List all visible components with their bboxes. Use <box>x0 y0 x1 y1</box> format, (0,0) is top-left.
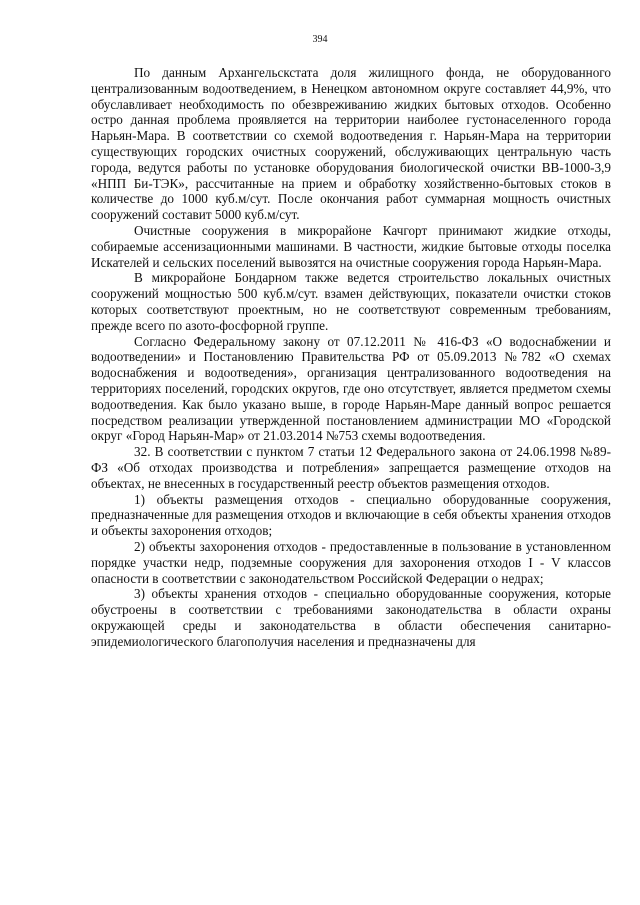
paragraph-item-32: 32. В соответствии с пунктом 7 статьи 12 Федерального закона от 24.06.1998 №89-ФЗ «Об отходах производства и потребления» запрещается размещение отходов на объектах, не внесенных в государственный реестр объектов размещения отходов. <box>91 444 611 491</box>
paragraph-definition-3: 3) объекты хранения отходов - специально оборудованные сооружения, которые обустроены в соответствии с требованиями законодательства в области охраны окружающей среды и законодательства в области обеспечения санитарно-эпидемиологического благополучия населения и предназначены для <box>91 586 611 649</box>
paragraph-federal-law-416: Согласно Федеральному закону от 07.12.2011 № 416-ФЗ «О водоснабжении и водоотведении» и Постановлению Правительства РФ от 05.09.2013 №782 «О схемах водоснабжения и водоотведения», организация централизованного водоотведения на территориях поселений, городских округов, где оно отсутствует, является предметом схемы водоотведения. Как было указано выше, в городе Нарьян-Маре данный вопрос решается посредством реализации утвержденной постановлением администрации МО «Городской округ «Город Нарьян-Мар» от 21.03.2014 №753 схемы водоотведения. <box>91 333 611 444</box>
paragraph-bondarny-construction: В микрорайоне Бондарном также ведется строительство локальных очистных сооружений мощностью 500 куб.м/сут. взамен действующих, показатели очистки стоков которых соответствуют проектным, но не соответствуют современным требованиям, прежде всего по азото-фосфорной группе. <box>91 270 611 333</box>
paragraph-kachgort-treatment: Очистные сооружения в микрорайоне Качгорт принимают жидкие отходы, собираемые ассенизационными машинами. В частности, жидкие бытовые отходы поселка Искателей и сельских поселений вывозятся на очистные сооружения города Нарьян-Мара. <box>91 222 611 270</box>
document-body <box>91 65 611 649</box>
paragraph-definition-2: 2) объекты захоронения отходов - предоставленные в пользование в установленном порядке участки недр, подземные сооружения для захоронения отходов I - V классов опасности в соответствии с законодательством Российской Федерации о недрах; <box>91 538 611 586</box>
page-number: 394 <box>312 34 328 45</box>
paragraph-definition-1: 1) объекты размещения отходов - специально оборудованные сооружения, предназначенные для размещения отходов и включающие в себя объекты хранения отходов и объекты захоронения отходов; <box>91 491 611 539</box>
paragraph-sewage-narjan-mar: По данным Архангельскстата доля жилищного фонда, не оборудованного централизованным водоотведением, в Ненецком автономном округе составляет 44,9%, что обуславливает необходимость по обезвреживанию жидких бытовых отходов. Особенно остро данная проблема проявляется на территории наиболее густонаселенного города Нарьян-Мара. В соответствии со схемой водоотведения г. Нарьян-Мара на территории существующих городских очистных сооружений, обслуживающих центральную часть города, ведутся работы по установке оборудования биологической очистки ВВ-1000-3,9 «НПП Би-ТЭК», рассчитанные на прием и обработку хозяйственно-бытовых стоков в количестве до 1000 куб.м/сут. После окончания работ суммарная мощность очистных сооружений составит 5000 куб.м/сут. <box>91 65 611 223</box>
